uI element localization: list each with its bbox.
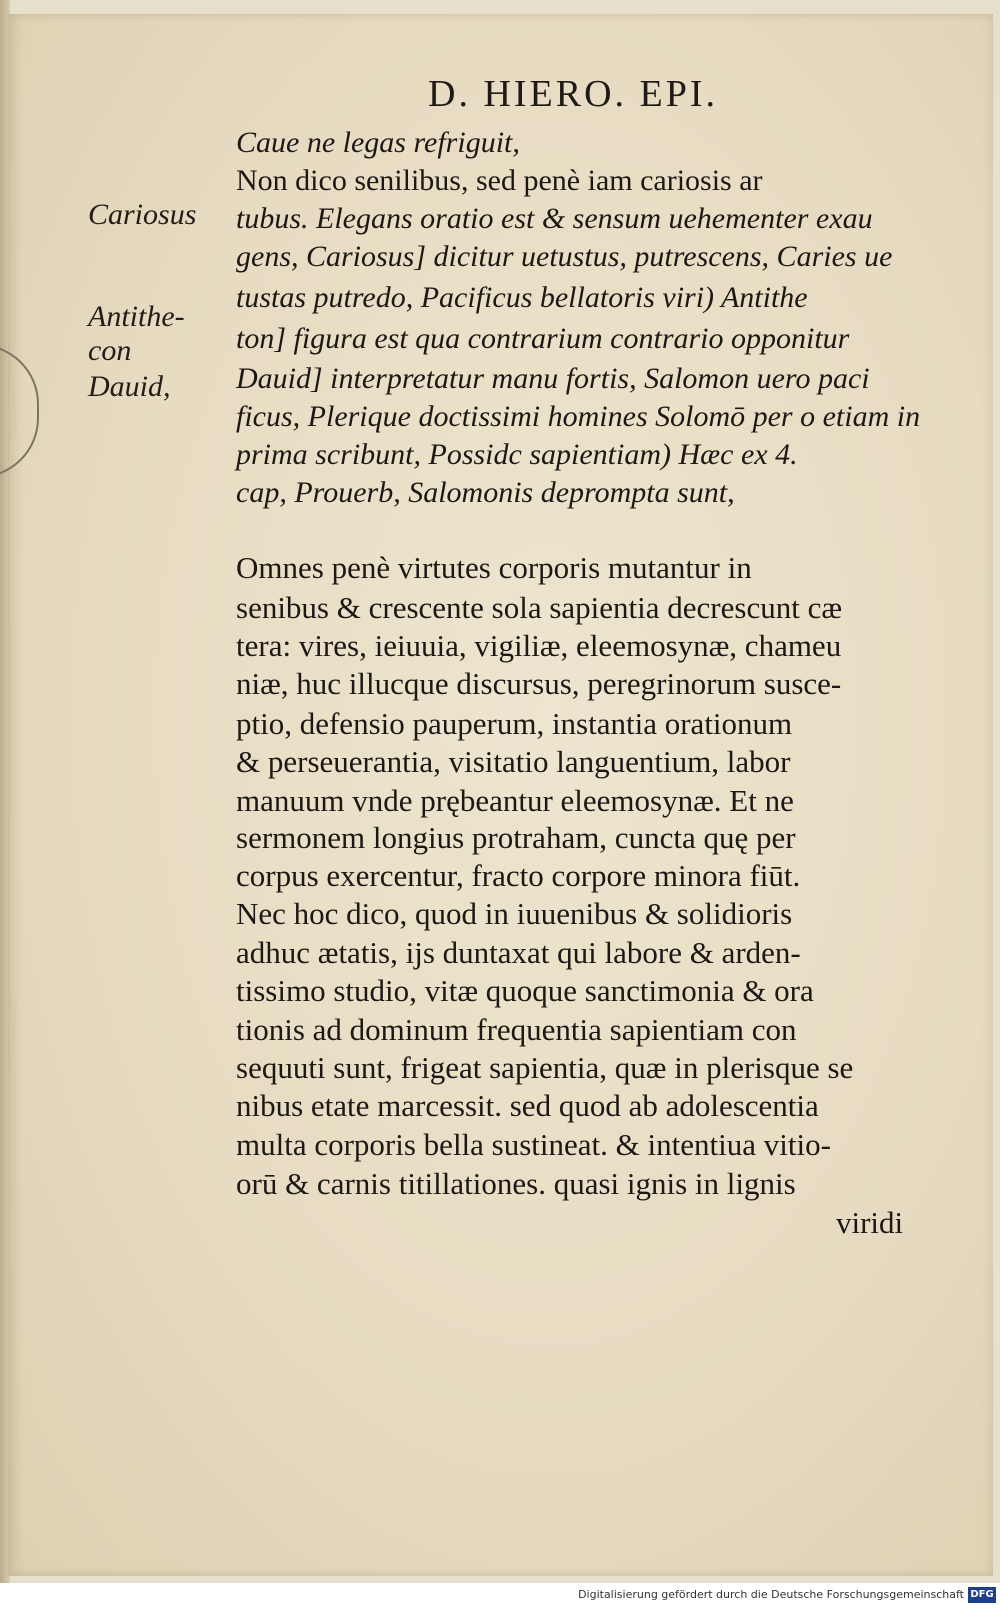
commentary-line: Non dico senilibus, sed penè iam cariosis ar (236, 164, 763, 197)
main-text-line: ptio, defensio pauperum, instantia orationum (236, 706, 793, 741)
marginal-note: Dauid, (88, 370, 171, 403)
main-text-line: sermonem longius protraham, cuncta quę per (236, 820, 796, 855)
digitization-footer (0, 1583, 1000, 1609)
running-head: D. HIERO. EPI. (428, 73, 719, 115)
main-text-line: senibus & crescente sola sapientia decrescunt cæ (236, 590, 842, 625)
main-text-line: tera: vires, ieiuuia, vigiliæ, eleemosynæ, chameu (236, 628, 842, 663)
main-text-line: niæ, huc illucque discursus, peregrinorum susce- (236, 666, 842, 701)
commentary-line: ficus, Plerique doctissimi homines Solomō per o etiam in (236, 400, 921, 433)
commentary-line: tubus. Elegans oratio est & sensum uehementer exau (236, 202, 873, 235)
main-text-line: Nec hoc dico, quod in iuuenibus & solidioris (236, 896, 793, 931)
thumb-tab-outline (0, 344, 39, 478)
marginal-note: Antithe- (88, 300, 185, 333)
main-text-line: tionis ad dominum frequentia sapientiam con (236, 1012, 797, 1047)
footer-credit-text: Digitalisierung gefördert durch die Deutsche Forschungsgemeinschaft (578, 1588, 964, 1601)
commentary-line: Dauid] interpretatur manu fortis, Salomon uero paci (236, 362, 870, 395)
main-text-line: orū & carnis titillationes. quasi ignis in lignis (236, 1166, 796, 1201)
marginal-note: con (88, 334, 132, 367)
commentary-line: cap, Prouerb, Salomonis deprompta sunt, (236, 476, 735, 509)
main-text-line: & perseuerantia, visitatio languentium, labor (236, 744, 791, 779)
main-text-line: sequuti sunt, frigeat sapientia, quæ in plerisque se (236, 1050, 854, 1085)
dfg-logo: DFG (968, 1587, 996, 1603)
main-text-line: manuum vnde prębeantur eleemosynæ. Et ne (236, 783, 794, 818)
main-text-line: nibus etate marcessit. sed quod ab adolescentia (236, 1088, 819, 1123)
marginal-note: Cariosus (88, 198, 197, 231)
commentary-line: gens, Cariosus] dicitur uetustus, putrescens, Caries ue (236, 240, 893, 273)
commentary-line: tustas putredo, Pacificus bellatoris viri) Antithe (236, 281, 808, 314)
commentary-line: prima scribunt, Possidc sapientiam) Hæc ex 4. (236, 438, 798, 471)
main-text-line: tissimo studio, vitæ quoque sanctimonia & ora (236, 973, 814, 1008)
commentary-line: ton] figura est qua contrarium contrario opponitur (236, 322, 850, 355)
main-text-line: adhuc ætatis, ijs duntaxat qui labore & arden- (236, 935, 801, 970)
commentary-line: Caue ne legas refriguit, (236, 126, 520, 159)
main-text-line: multa corporis bella sustineat. & intentiua vitio- (236, 1127, 831, 1162)
main-text-line: Omnes penè virtutes corporis mutantur in (236, 550, 752, 585)
main-text-line: corpus exercentur, fracto corpore minora fiūt. (236, 858, 801, 893)
catchword: viridi (836, 1205, 904, 1240)
